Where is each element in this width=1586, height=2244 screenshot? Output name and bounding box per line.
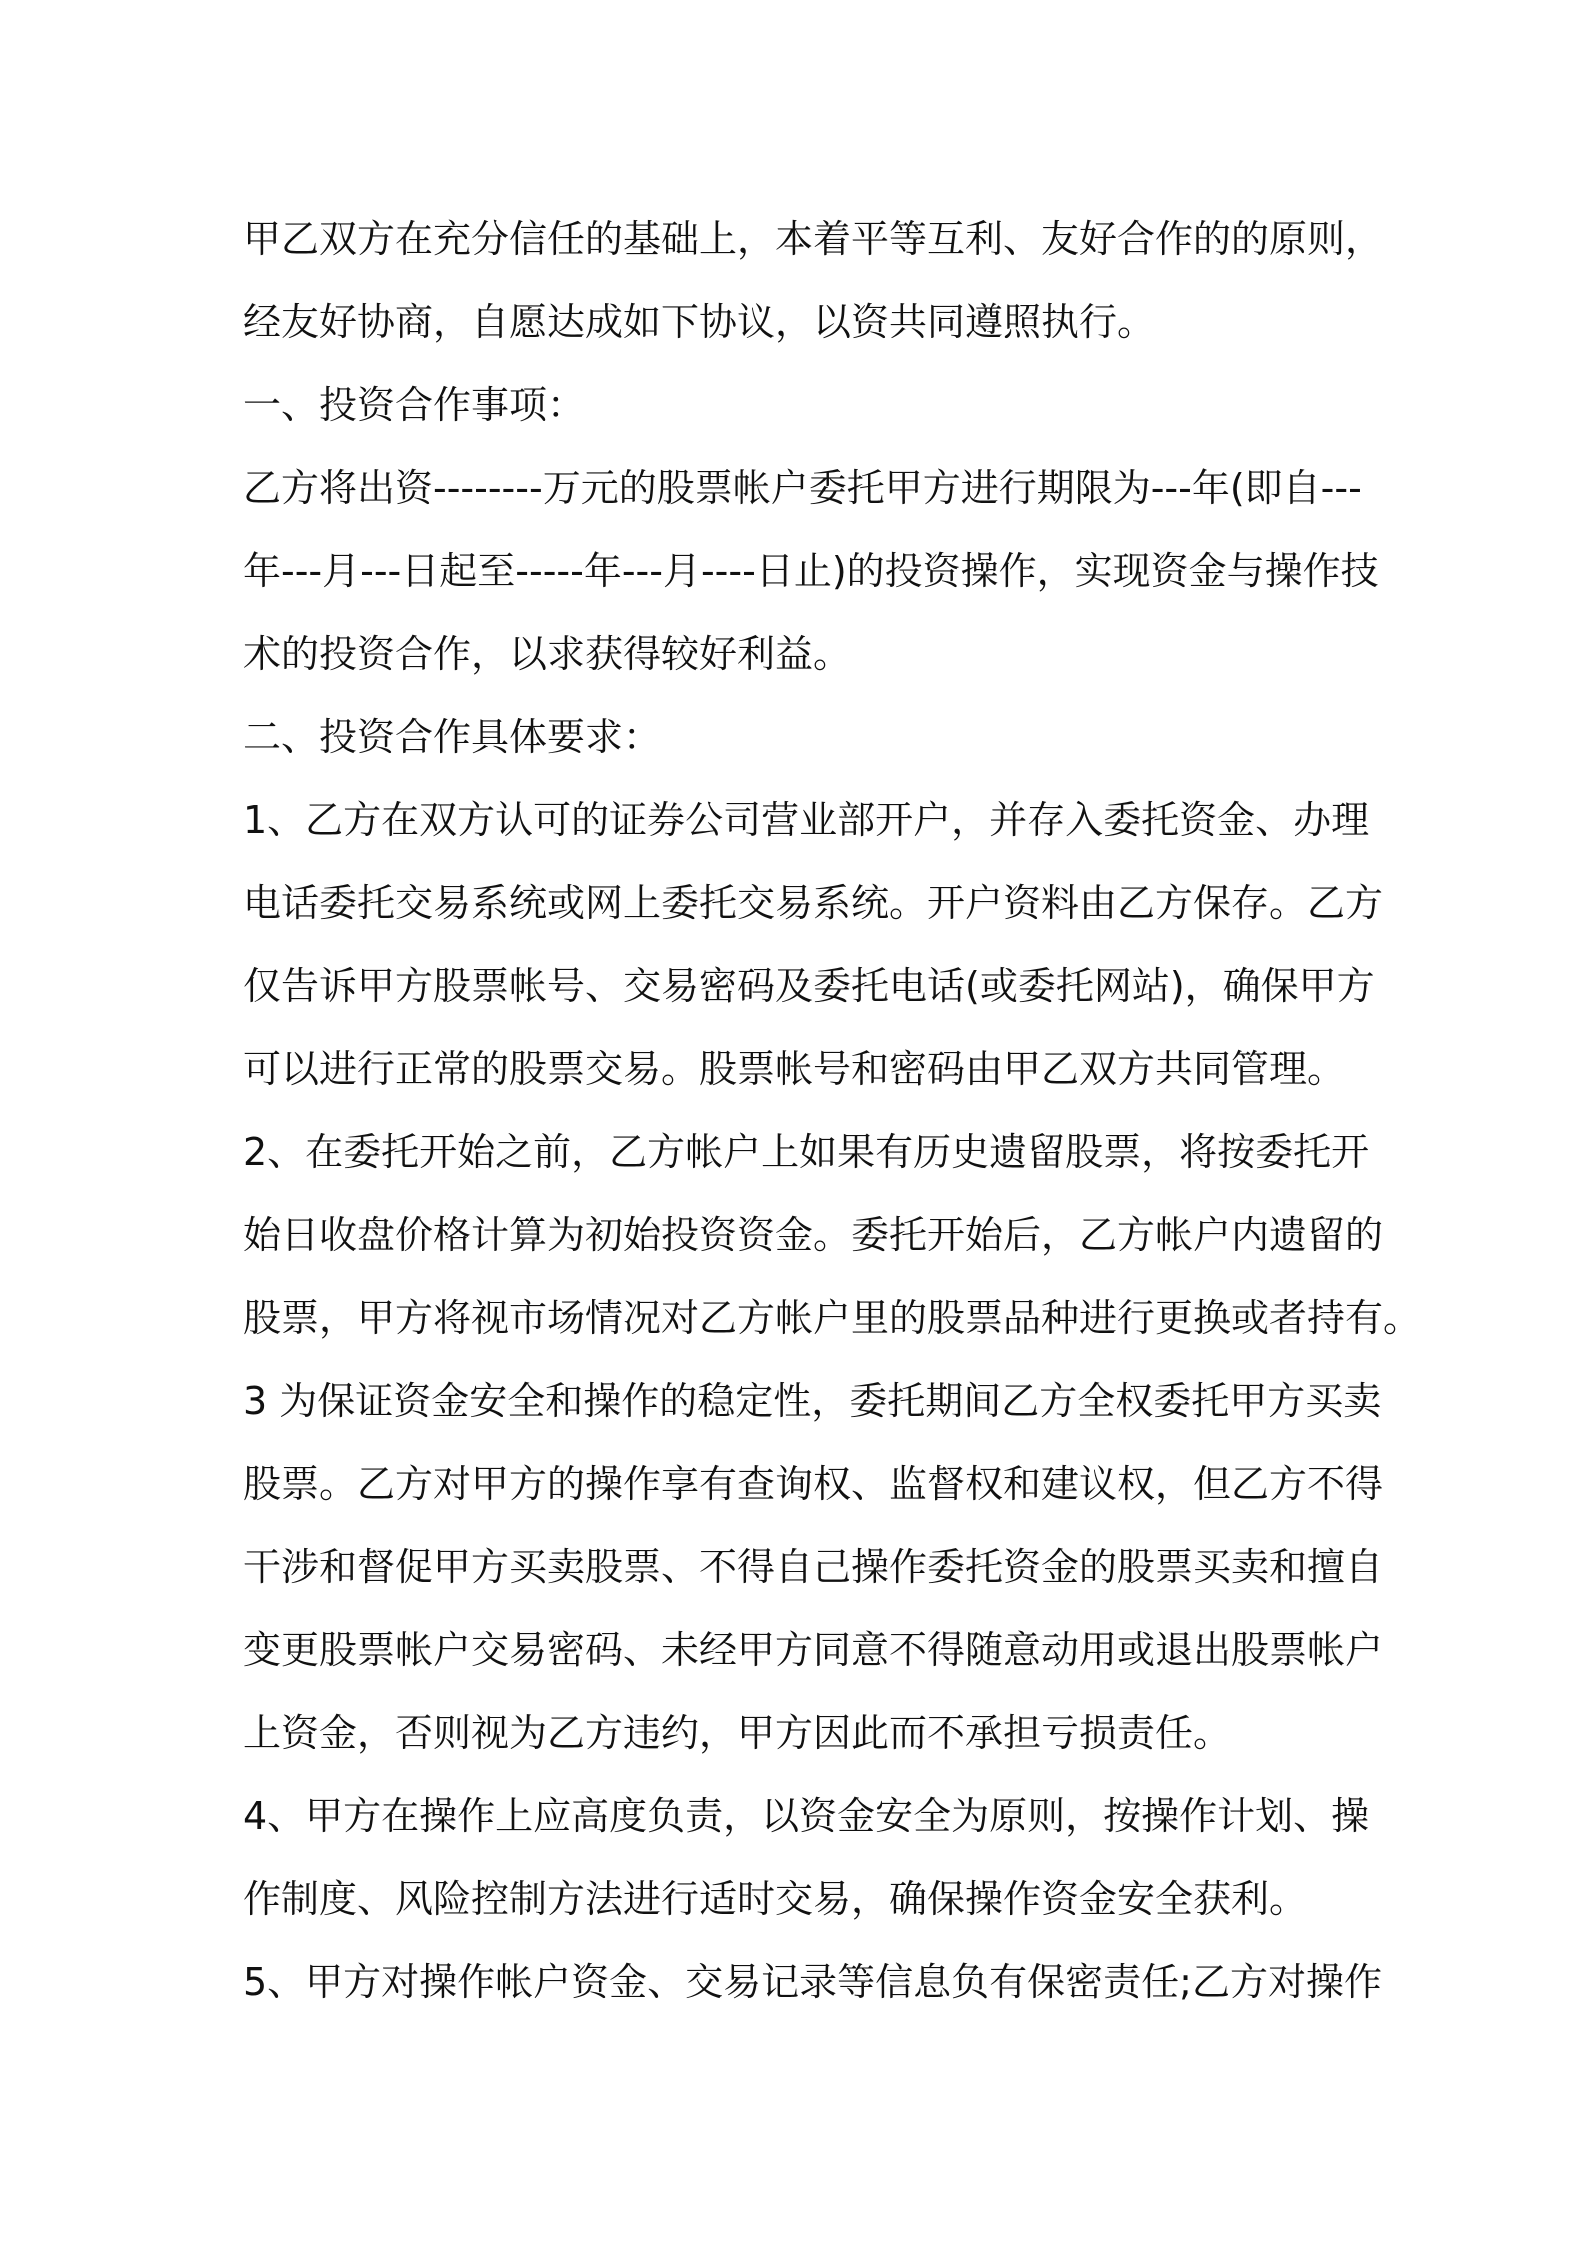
text-line: 变更股票帐户交易密码、未经甲方同意不得随意动用或退出股票帐户 [243, 1628, 1384, 1672]
text-line: 年---月---日起至-----年---月----日止)的投资操作，实现资金与操作技 [243, 549, 1379, 593]
text-line: 5、甲方对操作帐户资金、交易记录等信息负有保密责任;乙方对操作 [243, 1960, 1382, 2004]
text-line: 乙方将出资--------万元的股票帐户委托甲方进行期限为---年(即自--- [243, 466, 1362, 510]
text-line: 经友好协商，自愿达成如下协议，以资共同遵照执行。 [243, 300, 1156, 344]
text-line: 甲乙双方在充分信任的基础上，本着平等互利、友好合作的的原则， [243, 217, 1384, 261]
text-line: 股票，甲方将视市场情况对乙方帐户里的股票品种进行更换或者持有。 [243, 1296, 1422, 1340]
section-heading: 二、投资合作具体要求： [243, 715, 662, 759]
text-line: 4、甲方在操作上应高度负责，以资金安全为原则，按操作计划、操 [243, 1794, 1370, 1838]
text-line: 上资金，否则视为乙方违约，甲方因此而不承担亏损责任。 [243, 1711, 1232, 1755]
text-line: 电话委托交易系统或网上委托交易系统。开户资料由乙方保存。乙方 [243, 881, 1384, 925]
text-line: 1、乙方在双方认可的证券公司营业部开户，并存入委托资金、办理 [243, 798, 1370, 842]
text-line: 3 为保证资金安全和操作的稳定性，委托期间乙方全权委托甲方买卖 [243, 1379, 1382, 1423]
text-line: 仅告诉甲方股票帐号、交易密码及委托电话(或委托网站)，确保甲方 [243, 964, 1375, 1008]
document-body [243, 198, 1422, 2024]
text-line: 2、在委托开始之前，乙方帐户上如果有历史遗留股票，将按委托开 [243, 1130, 1370, 1174]
text-line: 干涉和督促甲方买卖股票、不得自己操作委托资金的股票买卖和擅自 [243, 1545, 1384, 1589]
section-heading: 一、投资合作事项： [243, 383, 586, 427]
text-line: 可以进行正常的股票交易。股票帐号和密码由甲乙双方共同管理。 [243, 1047, 1346, 1091]
text-line: 始日收盘价格计算为初始投资资金。委托开始后，乙方帐户内遗留的 [243, 1213, 1384, 1257]
text-line: 股票。乙方对甲方的操作享有查询权、监督权和建议权，但乙方不得 [243, 1462, 1384, 1506]
text-line: 作制度、风险控制方法进行适时交易，确保操作资金安全获利。 [243, 1877, 1308, 1921]
text-line: 术的投资合作，以求获得较好利益。 [243, 632, 852, 676]
